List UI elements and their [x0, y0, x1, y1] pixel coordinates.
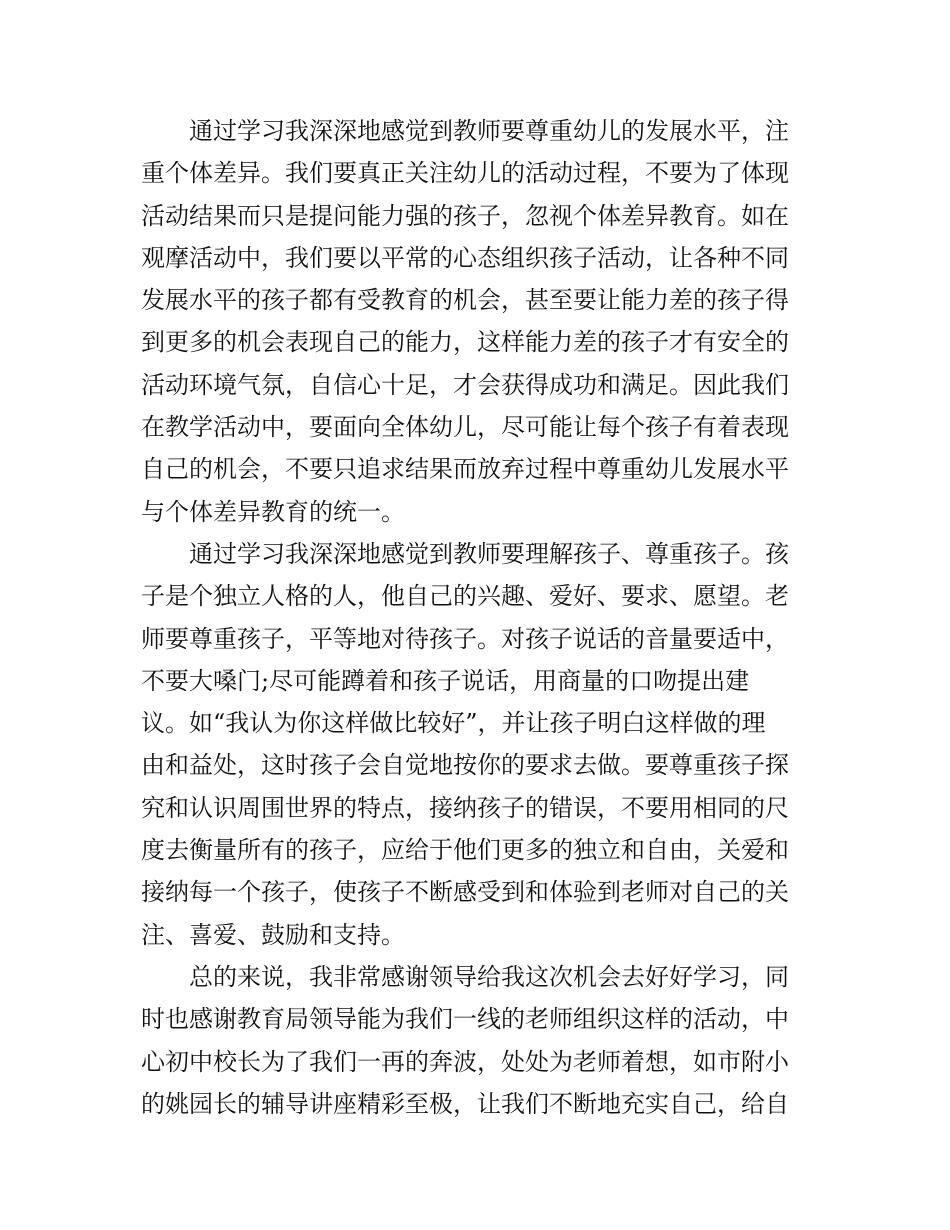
text-line: 重个体差异。我们要真正关注幼儿的活动过程，不要为了体现 [141, 159, 789, 188]
text-line: 注、喜爱、鼓励和支持。 [141, 920, 405, 949]
text-line: 活动环境气氛，自信心十足，才会获得成功和满足。因此我们 [141, 370, 789, 399]
text-line: 时也感谢教育局领导能为我们一线的老师组织这样的活动，中 [141, 1005, 789, 1034]
text-line: 发展水平的孩子都有受教育的机会，甚至要让能力差的孩子得 [141, 286, 789, 315]
body-text [141, 110, 817, 1125]
text-line: 到更多的机会表现自己的能力，这样能力差的孩子才有安全的 [141, 328, 789, 357]
text-line: 究和认识周围世界的特点，接纳孩子的错误，不要用相同的尺 [141, 793, 789, 822]
text-line: 子是个独立人格的人，他自己的兴趣、爱好、要求、愿望。老 [141, 582, 789, 611]
text-line: 不要大嗓门;尽可能蹲着和孩子说话，用商量的口吻提出建 [141, 666, 750, 695]
text-line: 通过学习我深深地感觉到教师要理解孩子、尊重孩子。孩 [189, 539, 789, 568]
text-line: 在教学活动中，要面向全体幼儿，尽可能让每个孩子有着表现 [141, 413, 789, 442]
text-line: 活动结果而只是提问能力强的孩子，忽视个体差异教育。如在 [141, 201, 789, 230]
text-line: 由和益处，这时孩子会自觉地按你的要求去做。要尊重孩子探 [141, 751, 789, 780]
paragraph [141, 110, 817, 533]
paragraph [141, 533, 817, 956]
text-line: 总的来说，我非常感谢领导给我这次机会去好好学习，同 [189, 962, 789, 991]
text-line: 议。如“我认为你这样做比较好”，并让孩子明白这样做的理 [141, 709, 766, 738]
text-line: 接纳每一个孩子，使孩子不断感受到和体验到老师对自己的关 [141, 878, 789, 907]
text-line: 自己的机会，不要只追求结果而放弃过程中尊重幼儿发展水平 [141, 455, 789, 484]
text-line: 的姚园长的辅导讲座精彩至极，让我们不断地充实自己，给自 [141, 1089, 789, 1118]
text-line: 观摩活动中，我们要以平常的心态组织孩子活动，让各种不同 [141, 243, 789, 272]
paragraph [141, 956, 817, 1125]
text-line: 心初中校长为了我们一再的奔波，处处为老师着想，如市附小 [141, 1047, 789, 1076]
text-line: 师要尊重孩子，平等地对待孩子。对孩子说话的音量要适中， [141, 624, 789, 653]
text-line: 与个体差异教育的统一。 [141, 497, 405, 526]
text-line: 通过学习我深深地感觉到教师要尊重幼儿的发展水平，注 [189, 117, 789, 145]
text-line: 度去衡量所有的孩子，应给于他们更多的独立和自由，关爱和 [141, 836, 789, 865]
